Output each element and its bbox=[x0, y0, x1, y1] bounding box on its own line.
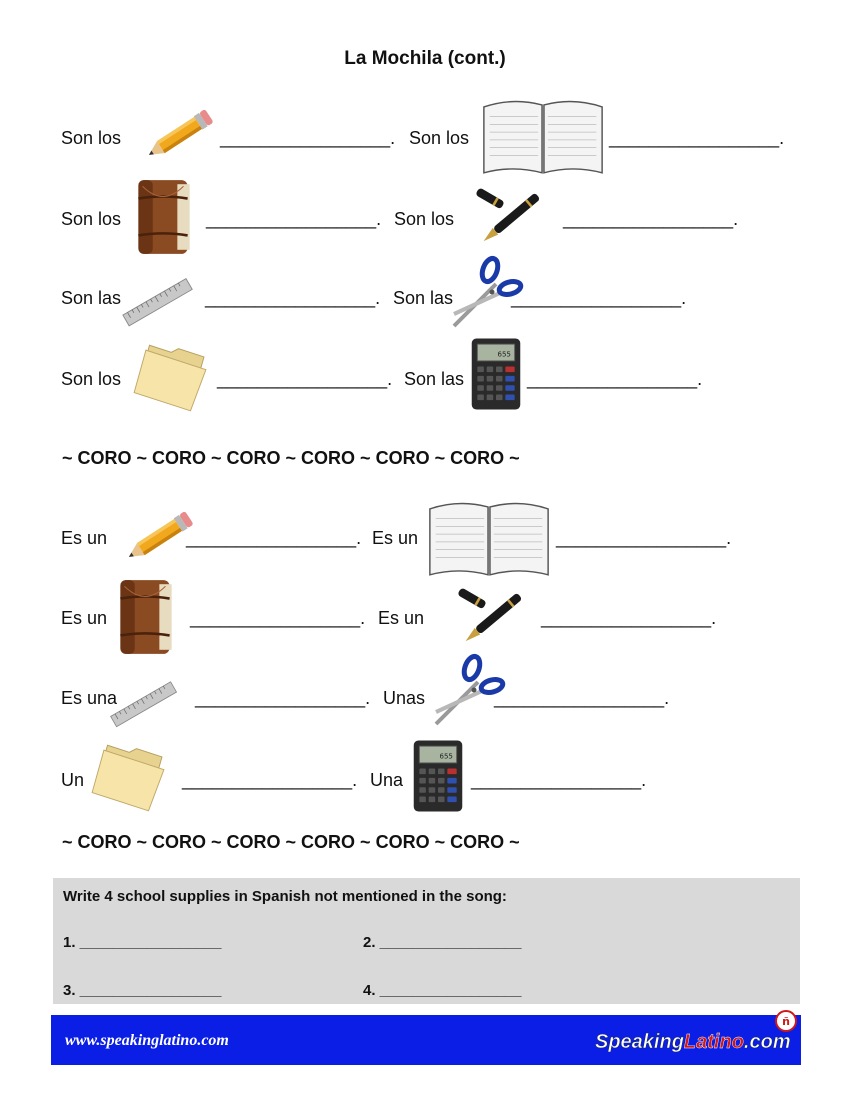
row5-right-blank[interactable]: _________________. bbox=[556, 528, 732, 548]
footer-bar bbox=[51, 1015, 801, 1065]
row4-right-phrase: Son las bbox=[404, 369, 465, 389]
book-icon bbox=[112, 576, 178, 658]
row6-right-blank[interactable]: _________________. bbox=[541, 608, 717, 628]
row7-right-blank[interactable]: _________________. bbox=[494, 688, 670, 708]
row5-right-phrase: Es un bbox=[372, 528, 419, 548]
folder-icon bbox=[88, 736, 174, 814]
folder-icon bbox=[130, 336, 216, 414]
row8-right-blank[interactable]: _________________. bbox=[471, 770, 647, 790]
exercise-prompt: Write 4 school supplies in Spanish not mentioned in the song: bbox=[63, 888, 507, 905]
row2-right-phrase: Son los bbox=[394, 209, 455, 229]
logo-text-latino: Latino bbox=[683, 1031, 744, 1053]
logo-badge-icon bbox=[774, 1009, 798, 1033]
row1-left-blank[interactable]: _________________. bbox=[220, 128, 396, 148]
row7-right-phrase: Unas bbox=[383, 688, 426, 708]
row6-right-phrase: Es un bbox=[378, 608, 425, 628]
row3-left-blank[interactable]: _________________. bbox=[205, 288, 381, 308]
logo-badge-letter: ñ bbox=[782, 1015, 790, 1028]
row2-left-blank[interactable]: _________________. bbox=[206, 209, 382, 229]
answer-blank-3[interactable]: 3. _________________ bbox=[63, 982, 222, 999]
row3-right-blank[interactable]: _________________. bbox=[511, 288, 687, 308]
chorus-line-2: ~ CORO ~ CORO ~ CORO ~ CORO ~ CORO ~ CORO ~ bbox=[62, 832, 520, 852]
answer-blank-2[interactable]: 2. _________________ bbox=[363, 934, 522, 951]
logo-text-speaking: Speaking bbox=[595, 1031, 684, 1053]
row1-right-phrase: Son los bbox=[409, 128, 470, 148]
row6-left-phrase: Es un bbox=[61, 608, 108, 628]
row5-left-blank[interactable]: _________________. bbox=[186, 528, 362, 548]
row1-right-blank[interactable]: _________________. bbox=[609, 128, 785, 148]
row3-left-phrase: Son las bbox=[61, 288, 122, 308]
row4-left-phrase: Son los bbox=[61, 369, 122, 389]
book-icon bbox=[130, 176, 196, 258]
calculator-icon bbox=[468, 334, 524, 414]
answer-blank-1[interactable]: 1. _________________ bbox=[63, 934, 222, 951]
row4-left-blank[interactable]: _________________. bbox=[217, 369, 393, 389]
row3-right-phrase: Son las bbox=[393, 288, 454, 308]
row7-left-phrase: Es una bbox=[61, 688, 118, 708]
ruler-icon bbox=[106, 676, 182, 734]
row1-left-phrase: Son los bbox=[61, 128, 122, 148]
row8-left-phrase: Un bbox=[61, 770, 85, 790]
footer-url-link[interactable]: www.speakinglatino.com bbox=[65, 1032, 229, 1049]
speakinglatino-logo[interactable] bbox=[591, 1015, 796, 1065]
row8-left-blank[interactable]: _________________. bbox=[182, 770, 358, 790]
pencil-icon bbox=[138, 110, 218, 162]
notebook-icon bbox=[480, 96, 606, 176]
row4-right-blank[interactable]: _________________. bbox=[527, 369, 703, 389]
exercise-panel bbox=[53, 878, 800, 1004]
notebook-icon bbox=[426, 498, 552, 578]
logo-text-com: .com bbox=[743, 1031, 791, 1053]
row5-left-phrase: Es un bbox=[61, 528, 108, 548]
chorus-line-1: ~ CORO ~ CORO ~ CORO ~ CORO ~ CORO ~ CORO ~ bbox=[62, 448, 520, 468]
answer-blank-4[interactable]: 4. _________________ bbox=[363, 982, 522, 999]
page-title: La Mochila (cont.) bbox=[344, 48, 506, 69]
pen-icon bbox=[446, 576, 538, 662]
ruler-icon bbox=[118, 274, 198, 332]
pen-icon bbox=[464, 176, 556, 262]
row8-right-phrase: Una bbox=[370, 770, 404, 790]
row6-left-blank[interactable]: _________________. bbox=[190, 608, 366, 628]
row7-left-blank[interactable]: _________________. bbox=[195, 688, 371, 708]
calculator-icon bbox=[410, 736, 466, 816]
row2-left-phrase: Son los bbox=[61, 209, 122, 229]
row2-right-blank[interactable]: _________________. bbox=[563, 209, 739, 229]
